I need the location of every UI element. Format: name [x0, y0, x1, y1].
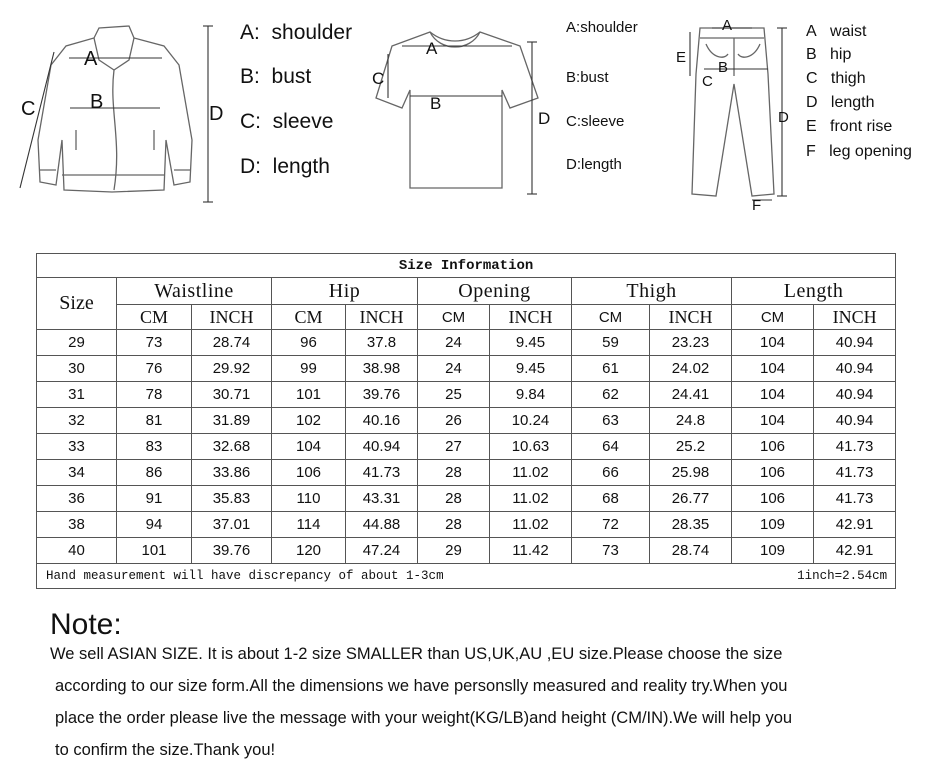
value-cell: 25.2: [650, 434, 732, 460]
value-cell: 9.45: [490, 356, 572, 382]
jacket-letter-d: D: [209, 103, 224, 125]
unit-header: CM: [572, 305, 650, 330]
legend-item: C:sleeve: [566, 113, 625, 130]
legend-item: F leg opening: [806, 143, 912, 160]
value-cell: 28.35: [650, 512, 732, 538]
value-cell: 41.73: [814, 486, 896, 512]
table-row: [37, 512, 896, 538]
legend-item: D length: [806, 94, 875, 111]
legend-item: A: shoulder: [240, 21, 353, 44]
value-cell: 47.24: [346, 538, 418, 564]
value-cell: 41.73: [346, 460, 418, 486]
value-cell: 11.02: [490, 512, 572, 538]
legend-item: D:length: [566, 156, 622, 173]
value-cell: 109: [732, 512, 814, 538]
value-cell: 24.41: [650, 382, 732, 408]
value-cell: 39.76: [192, 538, 272, 564]
value-cell: 28.74: [650, 538, 732, 564]
value-cell: 37.01: [192, 512, 272, 538]
value-cell: 29: [418, 538, 490, 564]
value-cell: 106: [732, 460, 814, 486]
legend-item: B:bust: [566, 69, 609, 86]
value-cell: 59: [572, 330, 650, 356]
unit-header: INCH: [650, 305, 732, 330]
note-line: according to our size form.All the dimensions we have personslly measured and reality try.When you: [55, 677, 788, 695]
value-cell: 40.94: [814, 382, 896, 408]
size-cell: 40: [37, 538, 117, 564]
value-cell: 96: [272, 330, 346, 356]
table-row: [37, 460, 896, 486]
unit-header: INCH: [192, 305, 272, 330]
table-row: [37, 382, 896, 408]
value-cell: 31.89: [192, 408, 272, 434]
value-cell: 110: [272, 486, 346, 512]
value-cell: 91: [117, 486, 192, 512]
note-line: We sell ASIAN SIZE. It is about 1-2 size SMALLER than US,UK,AU ,EU size.Please choose the size: [50, 645, 783, 663]
value-cell: 78: [117, 382, 192, 408]
pants-letter-d: D: [778, 109, 789, 126]
value-cell: 30.71: [192, 382, 272, 408]
value-cell: 26.77: [650, 486, 732, 512]
unit-header: INCH: [490, 305, 572, 330]
value-cell: 11.42: [490, 538, 572, 564]
value-cell: 99: [272, 356, 346, 382]
value-cell: 28: [418, 486, 490, 512]
table-row: [37, 330, 896, 356]
value-cell: 114: [272, 512, 346, 538]
value-cell: 11.02: [490, 486, 572, 512]
value-cell: 42.91: [814, 538, 896, 564]
unit-header: CM: [272, 305, 346, 330]
value-cell: 102: [272, 408, 346, 434]
value-cell: 42.91: [814, 512, 896, 538]
legend-item: B hip: [806, 46, 852, 63]
size-cell: 32: [37, 408, 117, 434]
legend-item: C thigh: [806, 70, 866, 87]
value-cell: 40.94: [814, 408, 896, 434]
legend-item: D: length: [240, 155, 330, 178]
value-cell: 72: [572, 512, 650, 538]
value-cell: 40.94: [346, 434, 418, 460]
value-cell: 44.88: [346, 512, 418, 538]
value-cell: 37.8: [346, 330, 418, 356]
table-row: [37, 434, 896, 460]
table-title: Size Information: [37, 254, 896, 278]
legend-item: A waist: [806, 23, 867, 40]
tshirt-letter-b: B: [430, 94, 442, 113]
value-cell: 40.94: [814, 330, 896, 356]
value-cell: 64: [572, 434, 650, 460]
value-cell: 24: [418, 330, 490, 356]
table-row: [37, 356, 896, 382]
value-cell: 38.98: [346, 356, 418, 382]
value-cell: 101: [272, 382, 346, 408]
tshirt-letter-d: D: [538, 109, 551, 128]
value-cell: 104: [732, 408, 814, 434]
value-cell: 9.84: [490, 382, 572, 408]
value-cell: 73: [572, 538, 650, 564]
value-cell: 40.94: [814, 356, 896, 382]
value-cell: 109: [732, 538, 814, 564]
unit-header: INCH: [346, 305, 418, 330]
note-line: place the order please live the message with your weight(KG/LB)and height (CM/IN).We will help you: [55, 709, 793, 727]
tshirt-diagram: [370, 18, 560, 200]
pants-diagram: [672, 14, 802, 212]
value-cell: 104: [732, 382, 814, 408]
group-header-hip: Hip: [272, 278, 418, 305]
group-header-length: Length: [732, 278, 896, 305]
size-table: [36, 253, 896, 589]
value-cell: 68: [572, 486, 650, 512]
size-table-body: [37, 330, 896, 564]
value-cell: 101: [117, 538, 192, 564]
value-cell: 41.73: [814, 460, 896, 486]
value-cell: 11.02: [490, 460, 572, 486]
jacket-letter-c: C: [21, 98, 36, 120]
value-cell: 9.45: [490, 330, 572, 356]
size-cell: 34: [37, 460, 117, 486]
tshirt-letter-a: A: [426, 39, 438, 58]
pants-letter-c: C: [702, 73, 713, 90]
size-header: Size: [37, 278, 117, 330]
value-cell: 104: [732, 356, 814, 382]
pants-letter-b: B: [718, 59, 729, 76]
table-row: [37, 538, 896, 564]
size-cell: 30: [37, 356, 117, 382]
unit-header: CM: [117, 305, 192, 330]
legend-item: A:shoulder: [566, 19, 638, 36]
legend-item: C: sleeve: [240, 110, 334, 133]
footer-conversion-note: 1inch=2.54cm: [797, 569, 888, 583]
table-row: [37, 486, 896, 512]
value-cell: 76: [117, 356, 192, 382]
unit-header: CM: [732, 305, 814, 330]
value-cell: 24.02: [650, 356, 732, 382]
value-cell: 35.83: [192, 486, 272, 512]
size-cell: 29: [37, 330, 117, 356]
value-cell: 27: [418, 434, 490, 460]
value-cell: 81: [117, 408, 192, 434]
pants-letter-a: A: [722, 17, 733, 34]
jacket-letter-a: A: [84, 48, 98, 70]
group-header-opening: Opening: [418, 278, 572, 305]
value-cell: 28: [418, 460, 490, 486]
value-cell: 39.76: [346, 382, 418, 408]
value-cell: 24: [418, 356, 490, 382]
pants-letter-f: F: [752, 197, 762, 212]
table-row: [37, 408, 896, 434]
value-cell: 104: [732, 330, 814, 356]
unit-header: CM: [418, 305, 490, 330]
size-cell: 36: [37, 486, 117, 512]
value-cell: 25: [418, 382, 490, 408]
value-cell: 41.73: [814, 434, 896, 460]
table-footer: [37, 564, 896, 589]
pants-letter-e: E: [676, 49, 687, 66]
value-cell: 40.16: [346, 408, 418, 434]
size-cell: 33: [37, 434, 117, 460]
group-header-waistline: Waistline: [117, 278, 272, 305]
group-header-thigh: Thigh: [572, 278, 732, 305]
value-cell: 120: [272, 538, 346, 564]
jacket-letter-b: B: [90, 91, 104, 113]
value-cell: 32.68: [192, 434, 272, 460]
legend-item: E front rise: [806, 118, 893, 135]
value-cell: 43.31: [346, 486, 418, 512]
value-cell: 106: [732, 434, 814, 460]
value-cell: 104: [272, 434, 346, 460]
value-cell: 28.74: [192, 330, 272, 356]
value-cell: 33.86: [192, 460, 272, 486]
value-cell: 106: [272, 460, 346, 486]
note-title: Note:: [50, 608, 122, 641]
value-cell: 61: [572, 356, 650, 382]
value-cell: 86: [117, 460, 192, 486]
value-cell: 10.63: [490, 434, 572, 460]
value-cell: 73: [117, 330, 192, 356]
tshirt-letter-c: C: [372, 69, 385, 88]
value-cell: 62: [572, 382, 650, 408]
value-cell: 23.23: [650, 330, 732, 356]
value-cell: 10.24: [490, 408, 572, 434]
size-cell: 38: [37, 512, 117, 538]
value-cell: 29.92: [192, 356, 272, 382]
size-cell: 31: [37, 382, 117, 408]
jacket-diagram: [14, 20, 224, 210]
legend-item: B: bust: [240, 65, 312, 88]
unit-header: INCH: [814, 305, 896, 330]
value-cell: 94: [117, 512, 192, 538]
value-cell: 28: [418, 512, 490, 538]
note-line: to confirm the size.Thank you!: [55, 741, 276, 759]
value-cell: 24.8: [650, 408, 732, 434]
value-cell: 66: [572, 460, 650, 486]
value-cell: 26: [418, 408, 490, 434]
footer-discrepancy-note: Hand measurement will have discrepancy of about 1-3cm: [46, 569, 444, 583]
value-cell: 106: [732, 486, 814, 512]
value-cell: 25.98: [650, 460, 732, 486]
value-cell: 83: [117, 434, 192, 460]
value-cell: 63: [572, 408, 650, 434]
